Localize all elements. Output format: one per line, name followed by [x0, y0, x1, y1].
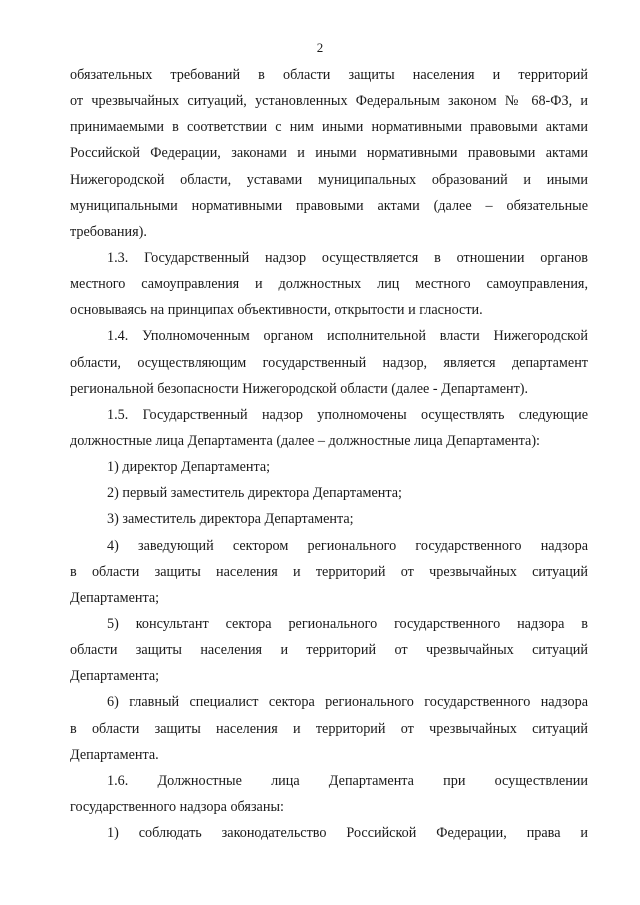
- document-body: [70, 62, 588, 846]
- text-line: Российской Федерации, законами и иными нормативными правовыми актами: [70, 145, 588, 162]
- text-line: местного самоуправления и должностных лиц местного самоуправления,: [70, 276, 588, 293]
- text-line: муниципальными нормативными правовыми актами (далее – обязательные: [70, 197, 588, 214]
- text-line: 1.6. Должностные лица Департамента при осуществлении: [107, 772, 588, 789]
- text-line: обязательных требований в области защиты населения и территорий: [70, 67, 588, 83]
- text-line: требования).: [70, 223, 147, 240]
- text-line: 4) заведующий сектором регионального государственного надзора: [107, 537, 588, 554]
- text-line: Департамента;: [70, 668, 160, 685]
- text-line: Департамента.: [70, 746, 159, 763]
- text-line: в области защиты населения и территорий от чрезвычайных ситуаций: [70, 720, 588, 737]
- page-number: 2: [316, 40, 324, 55]
- text-line: 1) соблюдать законодательство Российской Федерации, права и: [107, 825, 588, 842]
- text-line: 3) заместитель директора Департамента;: [107, 511, 354, 528]
- text-line: региональной безопасности Нижегородской области (далее - Департамент).: [70, 380, 529, 397]
- text-line: в области защиты населения и территорий от чрезвычайных ситуаций: [70, 563, 588, 580]
- text-line: от чрезвычайных ситуаций, установленных Федеральным законом № 68-ФЗ, и: [70, 93, 588, 110]
- text-line: Нижегородской области, уставами муниципальных образований и иными: [70, 171, 588, 188]
- text-line: принимаемыми в соответствии с ним иными нормативными правовыми актами: [70, 119, 588, 136]
- text-line: 5) консультант сектора регионального государственного надзора в: [107, 615, 588, 632]
- text-line: должностные лица Департамента (далее – должностные лица Департамента):: [70, 432, 540, 449]
- text-line: 1.4. Уполномоченным органом исполнительной власти Нижегородской: [107, 328, 588, 345]
- text-line: области защиты населения и территорий от чрезвычайных ситуаций: [70, 642, 588, 659]
- text-line: 1.5. Государственный надзор уполномочены осуществлять следующие: [107, 406, 588, 423]
- text-line: основываясь на принципах объективности, открытости и гласности.: [70, 302, 483, 319]
- text-line: 6) главный специалист сектора регионального государственного надзора: [107, 694, 588, 711]
- text-line: государственного надзора обязаны:: [70, 798, 284, 815]
- text-line: 2) первый заместитель директора Департамента;: [107, 485, 402, 502]
- text-line: Департамента;: [70, 589, 160, 606]
- text-line: 1.3. Государственный надзор осуществляется в отношении органов: [107, 249, 588, 266]
- text-line: области, осуществляющим государственный надзор, является департамент: [70, 354, 588, 371]
- text-line: 1) директор Департамента;: [107, 459, 271, 476]
